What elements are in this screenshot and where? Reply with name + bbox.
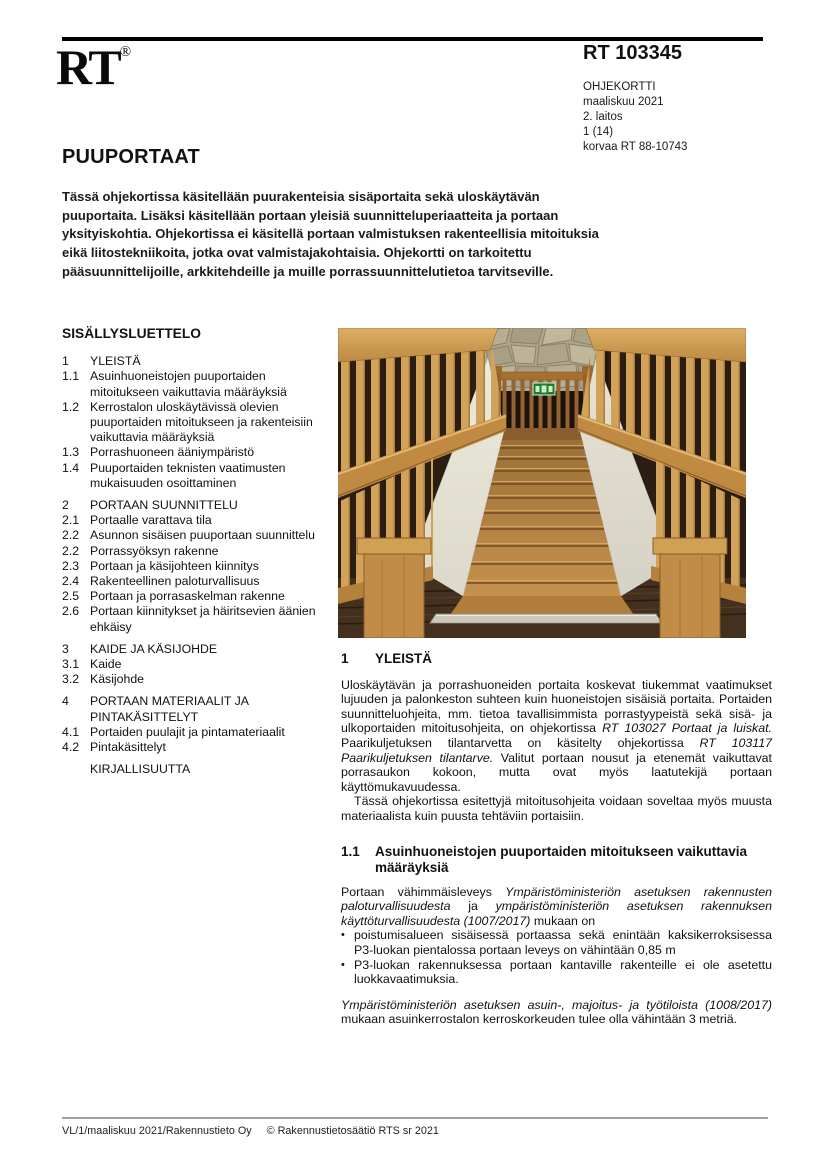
body-text: ja (450, 899, 496, 914)
toc-item-number: 2.1 (62, 513, 80, 528)
toc-item (62, 740, 324, 755)
toc-item (62, 369, 324, 399)
toc-item-label: Käsijohde (90, 672, 145, 687)
page-footer (62, 1125, 451, 1137)
toc-group-2 (62, 498, 324, 635)
toc-item (62, 513, 324, 528)
bullet-icon: • (341, 958, 345, 971)
bullet-icon: • (341, 929, 345, 942)
toc-item-number: 2.2 (62, 543, 80, 558)
toc-item-number: 1.1 (62, 369, 80, 384)
toc-item-label: PORTAAN MATERIAALIT JA PINTAKÄSITTELYT (90, 694, 249, 724)
toc-item-label: Portaan kiinnitykset ja häiritsevien äänien ehkäisy (90, 604, 316, 634)
section-1-paragraph-1 (341, 678, 772, 795)
toc-group-5 (62, 762, 324, 777)
toc-item-label: Porrashuoneen ääniympäristö (90, 445, 255, 460)
registered-mark: ® (119, 44, 132, 60)
toc-item-number: 3.2 (62, 672, 80, 687)
toc-item-label: Portaiden puulajit ja pintamateriaalit (90, 724, 285, 739)
toc-item (62, 498, 324, 513)
toc-item-label: Rakenteellinen paloturvallisuus (90, 574, 260, 589)
toc-item-label: Kaide (90, 657, 122, 672)
meta-replaces: korvaa RT 88-10743 (583, 141, 688, 153)
meta-card-type: OHJEKORTTI (583, 81, 656, 93)
section-number: 1.1 (341, 843, 360, 859)
header-meta (583, 80, 687, 155)
page-title: PUUPORTAAT (62, 146, 200, 168)
toc-item-number: 4 (62, 694, 69, 709)
toc-item (62, 400, 324, 446)
toc-item-number: 2.6 (62, 604, 80, 619)
footer-rule (62, 1117, 768, 1119)
body-text: mukaan asuinkerrostalon kerroskorkeuden tulee olla vähintään 3 metriä. (341, 1012, 738, 1027)
toc-group-4 (62, 694, 324, 755)
section-title: YLEISTÄ (375, 651, 433, 666)
section-title: Asuinhuoneistojen puuportaiden mitoitukseen vaikuttavia määräyksiä (375, 843, 748, 875)
toc-item-number: 2.5 (62, 589, 80, 604)
exit-sign-icon (533, 383, 555, 395)
toc-item-number: 4.1 (62, 724, 80, 739)
toc-item-label: Asunnon sisäisen puuportaan suunnittelu (90, 528, 315, 543)
toc-item-number: 1.2 (62, 399, 80, 414)
meta-page-count: 1 (14) (583, 126, 614, 138)
toc-heading: SISÄLLYSLUETTELO (62, 326, 202, 341)
toc-item (62, 694, 324, 724)
toc-item-number: 1.4 (62, 460, 80, 475)
meta-edition: 2. laitos (583, 111, 623, 123)
toc-item (62, 354, 324, 369)
reference-title: RT 103117 Paarikuljetuksen tilantarve. (341, 735, 772, 765)
toc-item-label: Porrassyöksyn rakenne (90, 543, 219, 558)
toc-item-label: KIRJALLISUUTTA (90, 762, 191, 777)
toc-item-number: 1 (62, 354, 69, 369)
section-1-1-heading (341, 844, 772, 876)
rt-logo-text: RT (56, 39, 120, 95)
toc-item (62, 528, 324, 543)
regulation-title: Ympäristöministeriön asetuksen rakennusten paloturvallisuudesta (341, 884, 772, 914)
toc-group-1 (62, 354, 324, 491)
toc-item-number: 1.3 (62, 445, 80, 460)
toc-item-label: Pintakäsittelyt (90, 740, 166, 755)
toc-item-label: Portaan ja porrasaskelman rakenne (90, 589, 285, 604)
toc-item-label: YLEISTÄ (90, 354, 141, 369)
doc-number: RT 103345 (583, 42, 682, 64)
toc-item (62, 589, 324, 604)
toc-item (62, 642, 324, 657)
bullet-text: P3-luokan rakennuksessa portaan kantaville rakenteille ei ole asetettu luokkavaatimuksia. (354, 957, 772, 987)
body-text: Paarikuljetuksen tilantarvetta on käsitelty ohjekortissa (341, 735, 700, 750)
toc-item-number: 2.4 (62, 574, 80, 589)
body-text: Uloskäytävän ja porrashuoneiden portaita koskevat tiukemmat vaatimukset lujuuden ja palonkeston suhteen kuin huoneistojen sisäisiä portaita. Portaiden suunnitteluohjeita, mm. tietoa tavallisimmista porrastyypeistä sekä sisä- ja ulkoportaiden mitoitusohjeita, on ohjekortissa (341, 677, 772, 736)
bullet-text: poistumisalueen sisäisessä portaassa sekä enintään kaksikerroksisessa P3-luokan pientalossa portaan leveys on vähintään 0,85 m (354, 928, 772, 957)
section-1-1-paragraph-2 (341, 998, 772, 1027)
section-number: 1 (341, 651, 349, 666)
toc-item-label: Asuinhuoneistojen puuportaiden mitoitukseen vaikuttavia määräyksiä (90, 369, 287, 399)
toc-item-number: 2.2 (62, 528, 80, 543)
regulation-title: ympäristöministeriön asetuksen rakennuksen käyttöturvallisuudesta (1007/2017) (341, 899, 772, 928)
body-column (341, 652, 772, 1027)
toc-item-number: 3 (62, 641, 69, 656)
toc-item (62, 544, 324, 559)
body-text: Portaan vähimmäisleveys (341, 884, 506, 899)
toc-item (62, 725, 324, 740)
bullet-item (341, 928, 772, 957)
regulation-title: Ympäristöministeriön asetuksen asuin-, majoitus- ja työtiloista (1008/2017) (341, 997, 772, 1012)
stairs-photo (338, 328, 746, 638)
reference-title: RT 103027 Portaat ja luiskat. (602, 721, 772, 736)
section-1-paragraph-2: Tässä ohjekortissa esitettyjä mitoitusohjeita voidaan soveltaa myös muusta materiaalista kuin puusta tehtäviin portaisiin. (341, 794, 772, 823)
toc-item-number: 2 (62, 498, 69, 513)
toc-item-label: Kerrostalon uloskäytävissä olevien puuportaiden mitoitukseen ja rakenteisiin vaikuttavia määräyksiä (90, 399, 313, 445)
body-text: Valitut portaan nousut ja etenemät vaikuttavat porrasaukon kokoon, mutta ovat myös laatutekijä portaan käyttömukavuudessa. (341, 750, 772, 794)
footer-copyright: © Rakennustietosäätiö RTS sr 2021 (266, 1125, 439, 1137)
toc-item (62, 604, 324, 634)
toc-item (62, 445, 324, 460)
toc-item (62, 762, 324, 777)
toc-item-label: KAIDE JA KÄSIJOHDE (90, 641, 218, 656)
toc-item-number: 4.2 (62, 740, 80, 755)
toc-item (62, 559, 324, 574)
toc-item (62, 672, 324, 687)
toc-item-number: 3.1 (62, 657, 80, 672)
meta-date: maaliskuu 2021 (583, 96, 664, 108)
body-text: mukaan on (530, 913, 596, 928)
header-rule (62, 37, 763, 41)
toc-item-label: PORTAAN SUUNNITTELU (90, 498, 238, 513)
toc-item-label: Portaalle varattava tila (90, 513, 212, 528)
toc-item (62, 574, 324, 589)
toc-item-label: Puuportaiden teknisten vaatimusten mukaisuuden osoittaminen (90, 460, 286, 490)
toc-item-number: 2.3 (62, 558, 80, 573)
table-of-contents (62, 326, 324, 784)
toc-item (62, 461, 324, 491)
toc-item (62, 657, 324, 672)
footer-publisher: VL/1/maaliskuu 2021/Rakennustieto Oy (62, 1125, 252, 1137)
bullet-item (341, 958, 772, 987)
stairs-photo-graphic (338, 328, 746, 638)
intro-paragraph: Tässä ohjekortissa käsitellään puurakenteisia sisäportaita sekä uloskäytävän puuportaita. Lisäksi käsitellään portaan yleisiä suunnitteluperiaatteita ja portaan yksityiskohtia. Ohjekortissa ei käsitellä portaan valmistuksen rakenteellisia mitoituksia eikä liitostekniikoita, jotka ovat valmistajakohtaisia. Ohjekortti on tarkoitettu pääsuunnittelijoille, arkkitehdeille ja muille porrassuunnittelutietoa tarvitseville. (62, 189, 599, 279)
section-1-heading (341, 652, 772, 667)
toc-group-3 (62, 642, 324, 688)
rt-logo (56, 39, 132, 95)
section-1-1-paragraph-1 (341, 885, 772, 929)
toc-item-label: Portaan ja käsijohteen kiinnitys (90, 558, 259, 573)
